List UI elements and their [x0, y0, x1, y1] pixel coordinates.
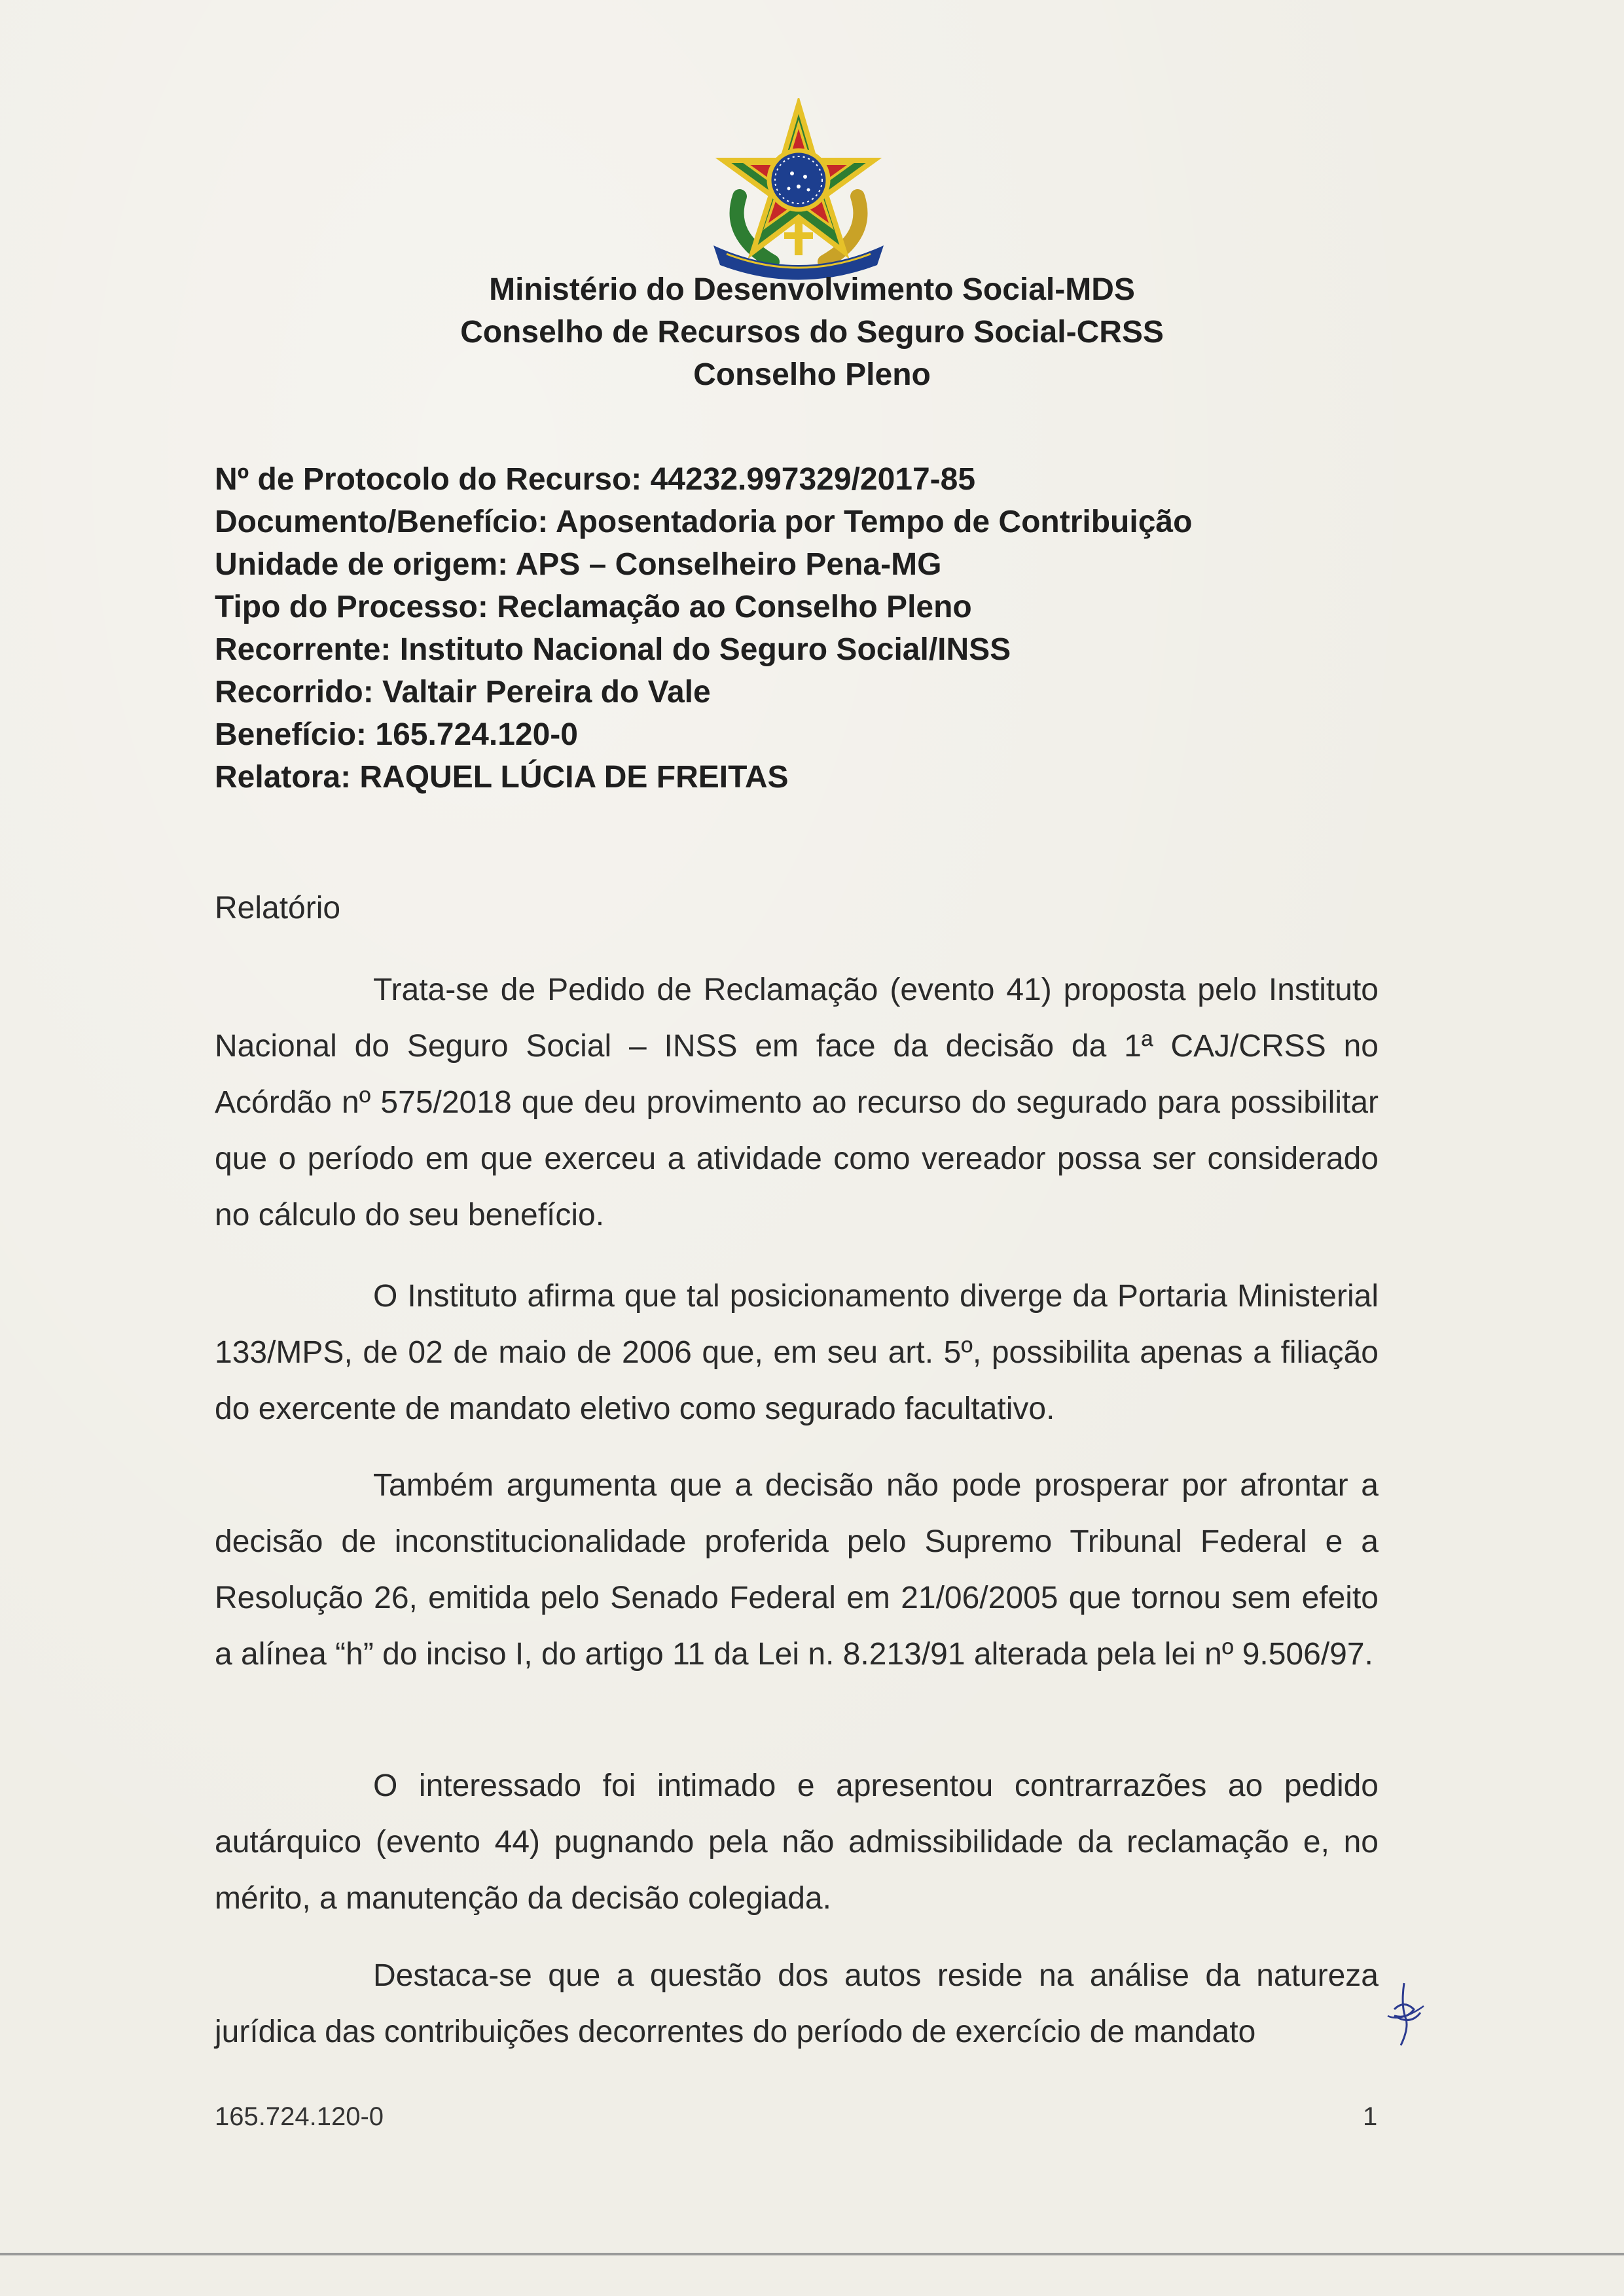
origin-unit: Unidade de origem: APS – Conselheiro Pena-MG — [215, 547, 942, 582]
document-benefit: Documento/Benefício: Aposentadoria por Tempo de Contribuição — [215, 505, 1193, 539]
page-number: 1 — [1363, 2102, 1378, 2131]
council-name: Conselho de Recursos do Seguro Social-CRSS — [460, 315, 1164, 350]
body-paragraph: O interessado foi intimado e apresentou contrarrazões ao pedido autárquico (evento 44) pugnando pela não admissibilidade da reclamação e, no mérito, a manutenção da decisão colegiada. — [215, 1768, 1379, 1916]
page-bottom-divider — [0, 2253, 1624, 2255]
process-type: Tipo do Processo: Reclamação ao Conselho Pleno — [215, 590, 972, 624]
handwritten-initials-icon — [1381, 1980, 1427, 2052]
document-header — [0, 268, 1624, 396]
case-metadata — [215, 458, 1192, 798]
body-paragraph: Também argumenta que a decisão não pode prosperar por afrontar a decisão de inconstitucionalidade proferida pelo Supremo Tribunal Federal e a Resolução 26, emitida pelo Senado Federal em 21/06/2005 que tornou sem efeito a alínea “h” do inciso I, do artigo 11 da Lei n. 8.213/91 alterada pela lei nº 9.506/97. — [215, 1468, 1379, 1672]
body-paragraph: O Instituto afirma que tal posicionamento diverge da Portaria Ministerial 133/MPS, de 02 de maio de 2006 que, em seu art. 5º, possibilita apenas a filiação do exercente de mandato eletivo como segurado facultativo. — [215, 1279, 1379, 1426]
protocol-number: Nº de Protocolo do Recurso: 44232.997329/2017-85 — [215, 462, 976, 497]
brazil-coat-of-arms-icon — [700, 98, 897, 281]
appellee: Recorrido: Valtair Pereira do Vale — [215, 675, 711, 709]
footer-benefit-number: 165.724.120-0 — [215, 2102, 384, 2131]
body-paragraph: Trata-se de Pedido de Reclamação (evento 41) proposta pelo Instituto Nacional do Seguro Social – INSS em face da decisão da 1ª CAJ/CRSS no Acórdão nº 575/2018 que deu provimento ao recurso do segurado para possibilitar que o período em que exerceu a atividade como vereador possa ser considerado no cálculo do seu benefício. — [215, 973, 1379, 1232]
section-title: Relatório — [215, 891, 341, 925]
appellant: Recorrente: Instituto Nacional do Seguro Social/INSS — [215, 632, 1011, 667]
body-paragraph: Destaca-se que a questão dos autos reside na análise da natureza jurídica das contribuições decorrentes do período de exercício de mandato — [215, 1958, 1379, 2049]
council-division: Conselho Pleno — [693, 357, 931, 392]
ministry-name: Ministério do Desenvolvimento Social-MDS — [489, 272, 1135, 307]
benefit-number: Benefício: 165.724.120-0 — [215, 717, 578, 752]
rapporteur: Relatora: RAQUEL LÚCIA DE FREITAS — [215, 760, 789, 795]
